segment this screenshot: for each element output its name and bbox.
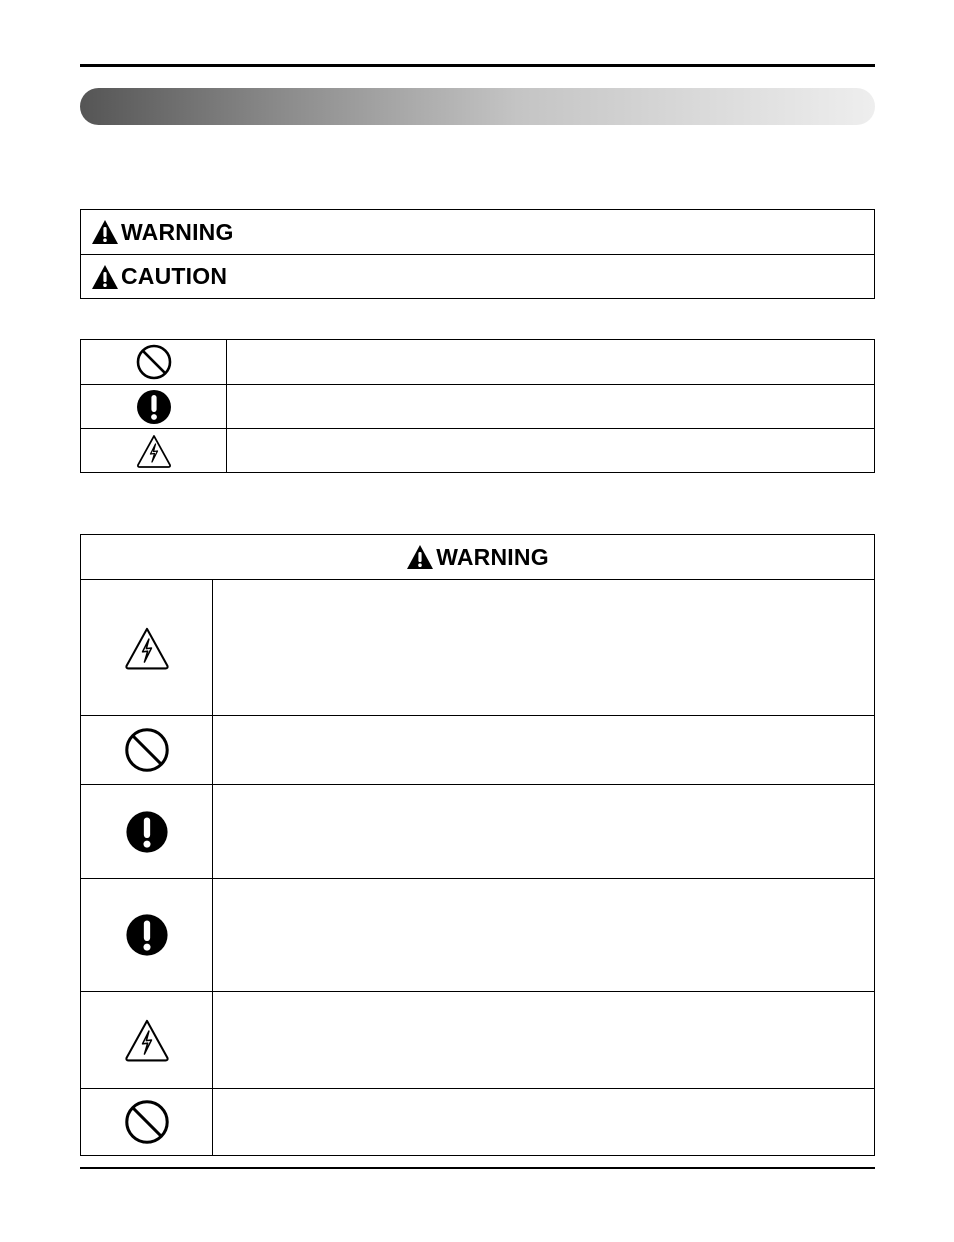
warning-triangle-icon bbox=[91, 219, 119, 245]
warning-item-text bbox=[213, 992, 874, 1088]
caution-label: CAUTION bbox=[121, 263, 228, 289]
warning-item-text bbox=[213, 580, 874, 715]
prohibition-icon bbox=[123, 726, 171, 774]
warning-item-text bbox=[213, 716, 874, 784]
prohibition-icon bbox=[135, 343, 173, 381]
bottom-rule bbox=[80, 1167, 875, 1169]
warning-triangle-icon bbox=[406, 544, 434, 570]
mandatory-action-icon bbox=[124, 912, 170, 958]
warning-item-text bbox=[213, 785, 874, 878]
mandatory-action-icon bbox=[135, 388, 173, 426]
legend-row bbox=[81, 340, 874, 384]
legend-description bbox=[227, 385, 874, 428]
warning-items-table bbox=[80, 534, 875, 1156]
signal-row-warning bbox=[81, 210, 874, 254]
top-rule bbox=[80, 64, 875, 67]
warning-triangle-icon bbox=[91, 264, 119, 290]
warning-item-row bbox=[81, 580, 874, 715]
warning-item-row bbox=[81, 991, 874, 1088]
warning-item-row bbox=[81, 1088, 874, 1155]
warning-header-label: WARNING bbox=[436, 543, 549, 570]
signal-word-table bbox=[80, 209, 875, 299]
legend-row bbox=[81, 428, 874, 472]
warning-signal-word bbox=[406, 544, 549, 571]
warning-item-text bbox=[213, 879, 874, 991]
caution-signal-word bbox=[91, 263, 227, 290]
mandatory-action-icon bbox=[124, 809, 170, 855]
warning-item-row bbox=[81, 878, 874, 991]
electric-shock-icon bbox=[122, 625, 172, 671]
signal-row-caution bbox=[81, 254, 874, 298]
warning-item-row bbox=[81, 715, 874, 784]
electric-shock-icon bbox=[135, 433, 173, 469]
symbol-legend-table bbox=[80, 339, 875, 473]
electric-shock-icon bbox=[122, 1017, 172, 1063]
warning-signal-word bbox=[91, 219, 234, 246]
section-title-banner bbox=[80, 88, 875, 125]
legend-description bbox=[227, 340, 874, 384]
legend-row bbox=[81, 384, 874, 428]
warning-table-header bbox=[81, 535, 874, 580]
warning-item-text bbox=[213, 1089, 874, 1155]
warning-item-row bbox=[81, 784, 874, 878]
prohibition-icon bbox=[123, 1098, 171, 1146]
legend-description bbox=[227, 429, 874, 472]
warning-label: WARNING bbox=[121, 218, 234, 245]
